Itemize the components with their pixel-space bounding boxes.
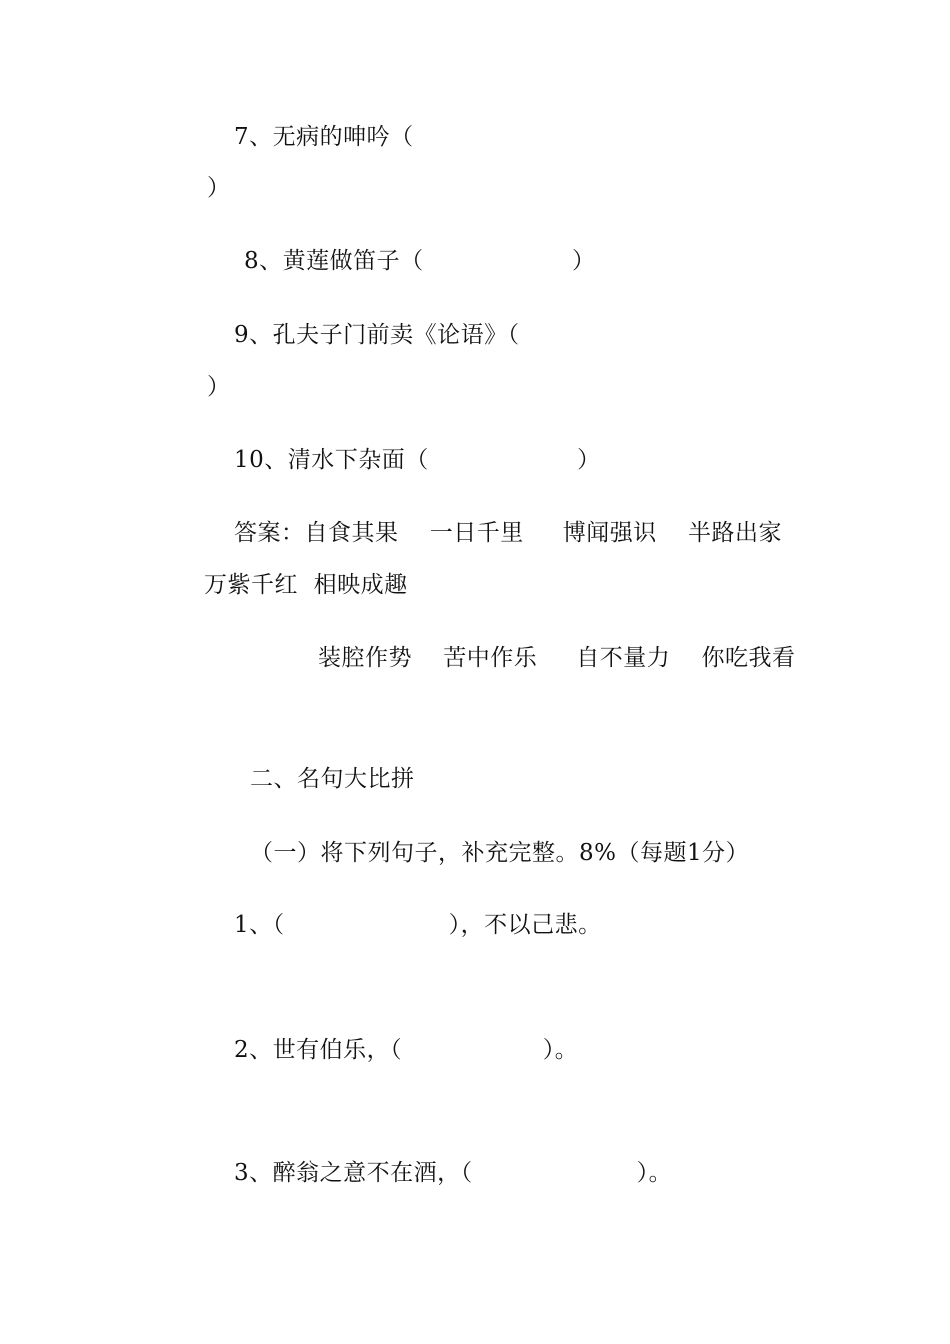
question-7: 7、无病的呻吟（ [234,124,414,150]
fill-question-3: 3、醉翁之意不在酒，（ ）。 [234,1160,673,1186]
fill-question-2: 2、世有伯乐，（ ）。 [234,1037,579,1063]
answer-line-1: 答案：自食其果 一日千里 博闻强识 半路出家 [234,520,783,546]
question-10: 10、清水下杂面（ ） [234,447,601,473]
section-2-title: 二、名句大比拼 [250,766,415,792]
section-2-subtitle: （一）将下列句子，补充完整。8%（每题1分） [250,840,750,866]
question-9: 9、孔夫子门前卖《论语》（ [234,322,520,348]
question-9-close: ） [207,374,231,400]
fill-question-1: 1、（ ），不以己悲。 [234,912,602,938]
answer-line-3: 装腔作势 苦中作乐 自不量力 你吃我看 [318,645,796,671]
question-7-close: ） [207,175,231,201]
answer-line-2: 万紫千红 相映成趣 [204,572,408,598]
question-8: 8、黄莲做笛子（ ） [244,248,596,274]
